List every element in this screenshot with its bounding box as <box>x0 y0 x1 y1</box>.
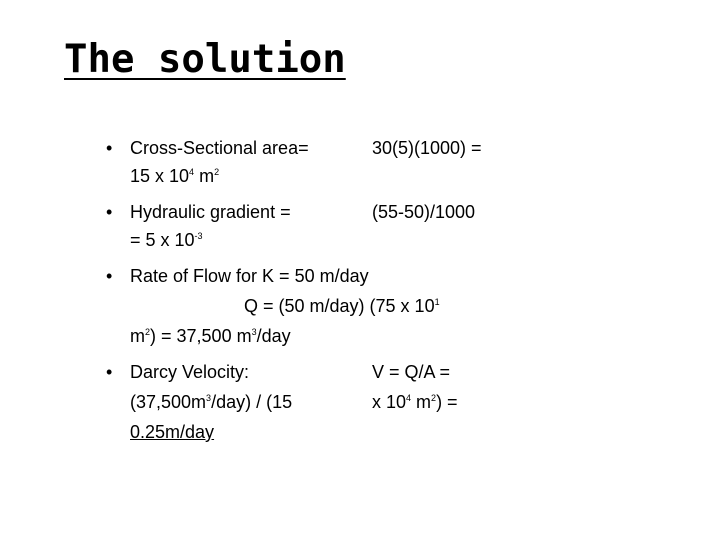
bullet-2-result: = 5 x $10^{-3}$ <box>130 230 203 250</box>
slide-title: The solution <box>64 37 346 82</box>
bullet-1-result: 15 x $10^4$ $m^2$ <box>130 166 220 186</box>
bullet-4-denominator: x $10^4$ $m^2$) = <box>372 392 458 412</box>
bullet-dot: • <box>106 266 113 286</box>
bullet-4-label: Darcy Velocity: <box>130 362 250 382</box>
bullet-4-numerator: $(37,500m^3/day) / (15$ <box>130 392 293 412</box>
bullet-3-result: $m^2) = 37,500$ $m^3$/day <box>130 326 291 346</box>
bullet-4-expression: V = Q/A = <box>372 362 451 382</box>
bullet-2-expression: (55-50)/1000 <box>372 202 476 222</box>
bullet-dot: • <box>106 202 113 222</box>
bullet-2-label: Hydraulic gradient = <box>130 202 291 222</box>
bullet-dot: • <box>106 362 113 382</box>
bullet-dot: • <box>106 138 113 158</box>
bullet-1-label: Cross-Sectional area= <box>130 138 309 158</box>
bullet-3-equation: Q = (50 m/day) (75 x $10^1$ <box>244 296 440 316</box>
bullet-4-answer: 0.25m/day <box>130 422 215 442</box>
bullet-3-label: Rate of Flow for K = 50 m/day <box>130 266 369 286</box>
bullet-1-expression: 30(5)(1000) = <box>372 138 482 158</box>
